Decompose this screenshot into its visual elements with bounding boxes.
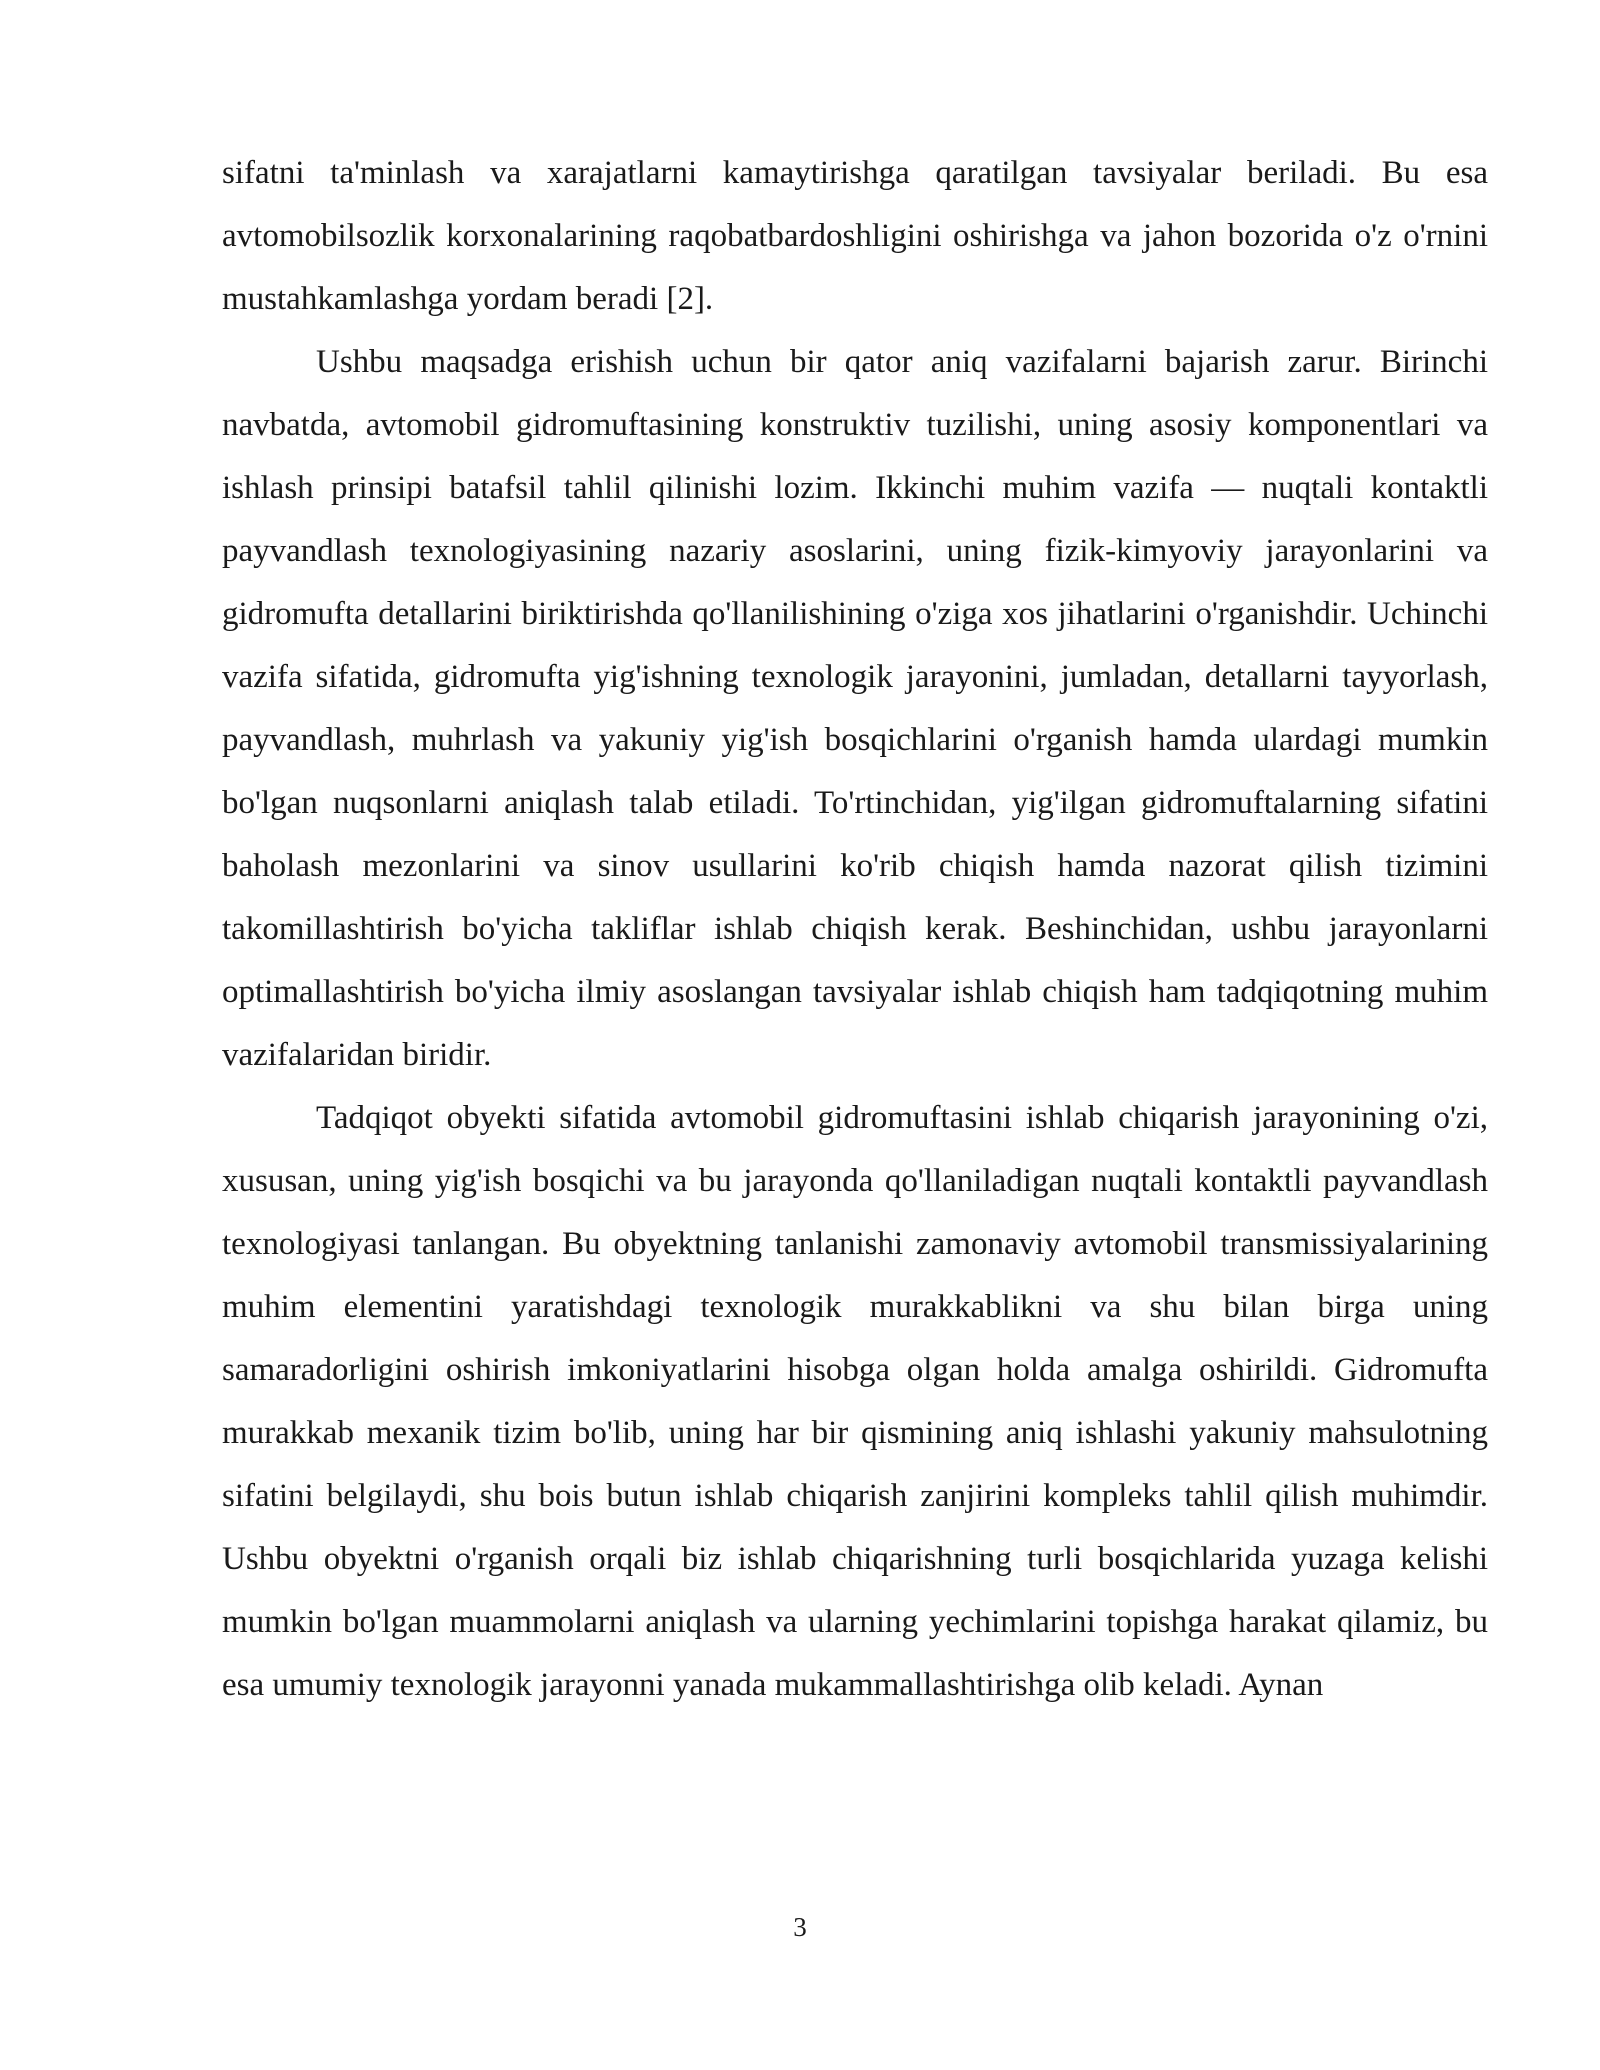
body-text <box>222 142 1488 1717</box>
paragraph-continuation: sifatni ta'minlash va xarajatlarni kamaytirishga qaratilgan tavsiyalar beriladi. Bu esa avtomobilsozlik korxonalarining raqobatbardoshligini oshirishga va jahon bozorida o'z o'rnini mustahkamlashga yordam beradi [2]. <box>222 155 1488 317</box>
paragraph-research-object: Tadqiqot obyekti sifatida avtomobil gidromuftasini ishlab chiqarish jarayonining o'zi, xususan, uning yig'ish bosqichi va bu jarayonda qo'llaniladigan nuqtali kontaktli payvandlash texnologiyasi tanlangan. Bu obyektning tanlanishi zamonaviy avtomobil transmissiyalarining muhim elementini yaratishdagi texnologik murakkablikni va shu bilan birga uning samaradorligini oshirish imkoniyatlarini hisobga olgan holda amalga oshirildi. Gidromufta murakkab mexanik tizim bo'lib, uning har bir qismining aniq ishlashi yakuniy mahsulotning sifatini belgilaydi, shu bois butun ishlab chiqarish zanjirini kompleks tahlil qilish muhimdir. Ushbu obyektni o'rganish orqali biz ishlab chiqarishning turli bosqichlarida yuzaga kelishi mumkin bo'lgan muammolarni aniqlash va ularning yechimlarini topishga harakat qilamiz, bu esa umumiy texnologik jarayonni yanada mukammallashtirishga olib keladi. Aynan <box>222 1100 1488 1703</box>
paragraph-tasks: Ushbu maqsadga erishish uchun bir qator aniq vazifalarni bajarish zarur. Birinchi navbatda, avtomobil gidromuftasining konstruktiv tuzilishi, uning asosiy komponentlari va ishlash prinsipi batafsil tahlil qilinishi lozim. Ikkinchi muhim vazifa — nuqtali kontaktli payvandlash texnologiyasining nazariy asoslarini, uning fizik-kimyoviy jarayonlarini va gidromufta detallarini biriktirishda qo'llanilishining o'ziga xos jihatlarini o'rganishdir. Uchinchi vazifa sifatida, gidromufta yig'ishning texnologik jarayonini, jumladan, detallarni tayyorlash, payvandlash, muhrlash va yakuniy yig'ish bosqichlarini o'rganish hamda ulardagi mumkin bo'lgan nuqsonlarni aniqlash talab etiladi. To'rtinchidan, yig'ilgan gidromuftalarning sifatini baholash mezonlarini va sinov usullarini ko'rib chiqish hamda nazorat qilish tizimini takomillashtirish bo'yicha takliflar ishlab chiqish kerak. Beshinchidan, ushbu jarayonlarni optimallashtirish bo'yicha ilmiy asoslangan tavsiyalar ishlab chiqish ham tadqiqotning muhim vazifalaridan biridir. <box>222 344 1488 1073</box>
page-number: 3 <box>793 1912 807 1942</box>
